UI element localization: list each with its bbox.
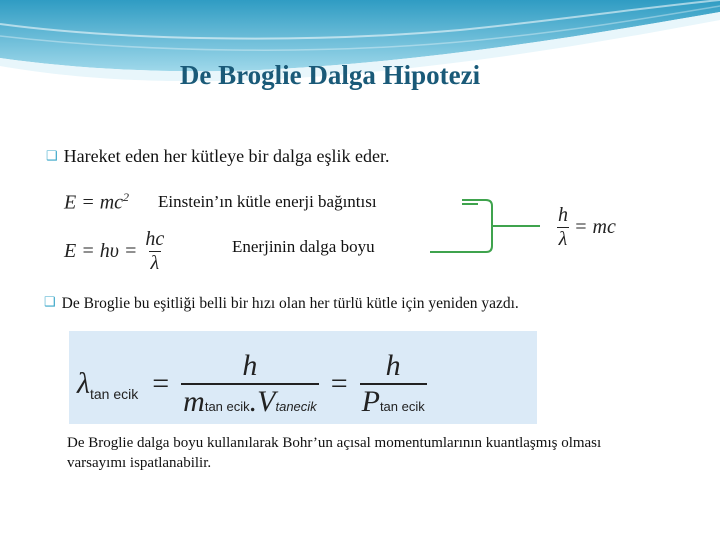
formula-mass-subscript: tan ecik bbox=[204, 399, 250, 414]
formula-fraction-2-denominator bbox=[360, 383, 427, 419]
formula-velocity: .V bbox=[249, 385, 276, 418]
equation-einstein-text: E = mc bbox=[64, 191, 124, 214]
label-einstein: Einstein’ın kütle enerji bağıntısı bbox=[158, 192, 377, 211]
formula-lambda-subscript: tan ecik bbox=[90, 386, 139, 402]
formula-fraction-2-numerator: h bbox=[385, 349, 401, 382]
bullet-icon: ❑ bbox=[44, 294, 56, 309]
bullet-2-text: De Broglie bu eşitliği belli bir hızı olan her türlü kütle için yeniden yazdı. bbox=[61, 295, 519, 312]
equation-result-rhs: = mc bbox=[574, 216, 616, 238]
formula-velocity-subscript: tanecik bbox=[275, 399, 317, 414]
formula-equals-1: = bbox=[152, 367, 170, 400]
equation-result bbox=[556, 204, 616, 251]
bullet-icon: ❑ bbox=[46, 148, 58, 163]
label-wavelength: Enerjinin dalga boyu bbox=[232, 237, 375, 256]
equation-result-denominator: λ bbox=[558, 228, 568, 250]
formula-fraction-1 bbox=[181, 349, 319, 419]
formula-momentum: P bbox=[361, 385, 380, 418]
formula-momentum-subscript: tan ecik bbox=[379, 399, 425, 414]
description-text: De Broglie dalga boyu kullanılarak Bohr’un açısal momentumlarının kuantlaşmış olması varsayımı ispatlanabilir. bbox=[67, 435, 602, 471]
equation-result-fraction bbox=[556, 204, 570, 251]
main-formula bbox=[77, 349, 427, 419]
page-title: De Broglie Dalga Hipotezi bbox=[179, 60, 481, 90]
formula-lambda: λ bbox=[77, 367, 90, 400]
formula-fraction-1-denominator bbox=[181, 383, 319, 419]
formula-fraction-2 bbox=[360, 349, 427, 419]
equation-energy-denominator: λ bbox=[150, 252, 160, 274]
equation-einstein-exponent: 2 bbox=[123, 190, 130, 204]
equation-result-numerator: h bbox=[558, 204, 568, 226]
bullet-2 bbox=[44, 294, 519, 313]
formula-fraction-1-numerator: h bbox=[242, 349, 258, 382]
equation-energy-numerator: hc bbox=[145, 228, 165, 250]
formula-equals-2: = bbox=[330, 367, 348, 400]
formula-mass: m bbox=[183, 385, 205, 418]
formula-box bbox=[69, 331, 537, 424]
equation-energy-text: E = hυ = bbox=[64, 240, 138, 262]
bullet-1-text: Hareket eden her kütleye bir dalga eşlik eder. bbox=[63, 146, 390, 166]
